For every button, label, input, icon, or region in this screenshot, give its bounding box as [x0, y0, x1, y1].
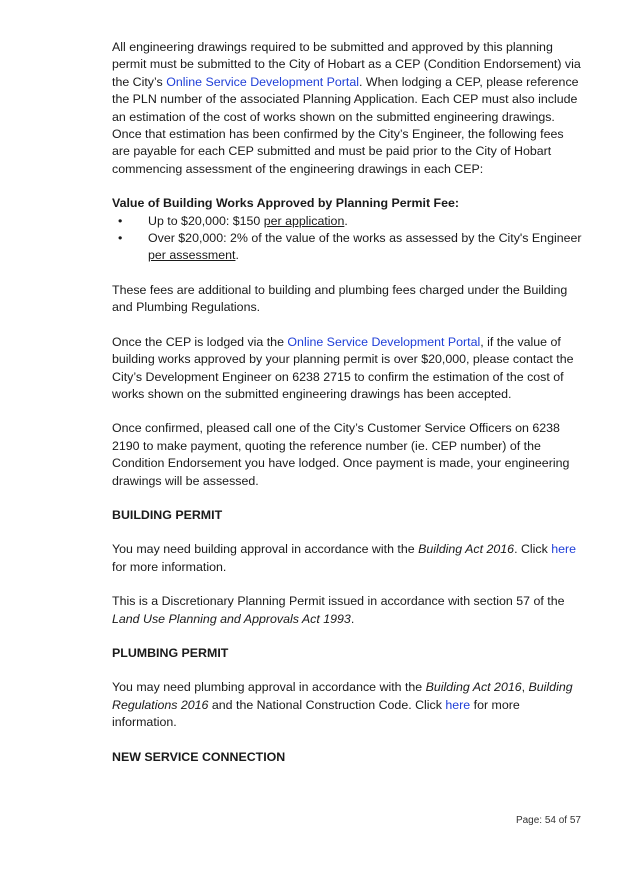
intro-text-1: All engineering drawings required to be submitted and approved by this planning permit must be submitted to the City of Hobart as a CEP (Condition Endorsement) via the City’s	[112, 40, 581, 89]
fee-item-underlined: per application	[263, 213, 345, 228]
discretionary-text-2: .	[350, 611, 355, 626]
bullet-icon: •	[118, 231, 123, 246]
fee-item-end: .	[235, 248, 239, 263]
fee-item-text: Over $20,000: 2% of the value of the works as assessed by the City's Engineer	[148, 231, 582, 246]
fee-list	[112, 213, 582, 265]
land-use-act-title: Land Use Planning and Approvals Act 1993	[112, 611, 351, 626]
discretionary-paragraph	[112, 593, 582, 628]
fee-item	[112, 213, 582, 230]
building-text-2: . Click	[514, 542, 552, 557]
building-here-link[interactable]: here	[551, 542, 577, 557]
intro-text-2: . When lodging a CEP, please reference the PLN number of the associated Planning Application. Each CEP must also include an estimation of the cost of works shown on the submitted engineering drawings. Once that estimation has been confirmed by the City’s Engineer, the following fees are payable for each CEP submitted and must be paid prior to the City of Hobart commencing assessment of the engineering drawings in each CEP:	[112, 74, 579, 176]
discretionary-text-1: This is a Discretionary Planning Permit issued in accordance with section 57 of the	[112, 594, 565, 609]
plumbing-text-2: and the National Construction Code. Click	[208, 697, 446, 712]
fee-item-text: Up to $20,000: $150	[148, 213, 264, 228]
fee-heading: Value of Building Works Approved by Planning Permit Fee:	[112, 196, 459, 211]
cep-text-2: , if the value of building works approved by your planning permit is over $20,000, please contact the City’s Development Engineer on 6238 2715 to confirm the estimation of the cost of works shown on the submitted engineering drawings has been accepted.	[112, 334, 574, 401]
building-regulations-title: Building Regulations 2016	[112, 680, 573, 712]
plumbing-text-1: You may need plumbing approval in accordance with the	[112, 680, 426, 695]
fee-item-end: .	[344, 213, 348, 228]
fee-item-underlined: per assessment	[148, 248, 236, 263]
online-portal-link-2[interactable]: Online Service Development Portal	[287, 334, 481, 349]
plumbing-separator: ,	[521, 680, 529, 695]
additional-fees-paragraph: These fees are additional to building and plumbing fees charged under the Building and Plumbing Regulations.	[112, 282, 568, 315]
building-text-3: for more information.	[112, 559, 227, 574]
plumbing-permit-heading: PLUMBING PERMIT	[112, 645, 229, 660]
intro-paragraph	[112, 39, 582, 178]
payment-paragraph: Once confirmed, pleased call one of the City’s Customer Service Officers on 6238 2190 to make payment, quoting the reference number (ie. CEP number) of the Condition Endorsement you have lodged. Once payment is made, your engineering drawings will be assessed.	[112, 421, 570, 488]
plumbing-permit-paragraph	[112, 679, 582, 731]
fee-item	[112, 230, 582, 265]
cep-text-1: Once the CEP is lodged via the	[112, 334, 288, 349]
bullet-icon: •	[118, 213, 123, 228]
page-number: Page: 54 of 57	[515, 815, 581, 826]
plumbing-text-3: for more information.	[112, 697, 520, 730]
new-service-heading: NEW SERVICE CONNECTION	[112, 749, 286, 764]
page-content	[112, 39, 582, 783]
building-act-title: Building Act 2016	[418, 542, 515, 557]
building-text-1: You may need building approval in accordance with the	[112, 542, 419, 557]
plumbing-here-link[interactable]: here	[445, 697, 471, 712]
plumbing-act-title: Building Act 2016	[425, 680, 522, 695]
cep-lodged-paragraph	[112, 334, 582, 404]
online-portal-link[interactable]: Online Service Development Portal	[166, 74, 360, 89]
building-permit-heading: BUILDING PERMIT	[112, 507, 223, 522]
building-permit-paragraph	[112, 541, 582, 576]
